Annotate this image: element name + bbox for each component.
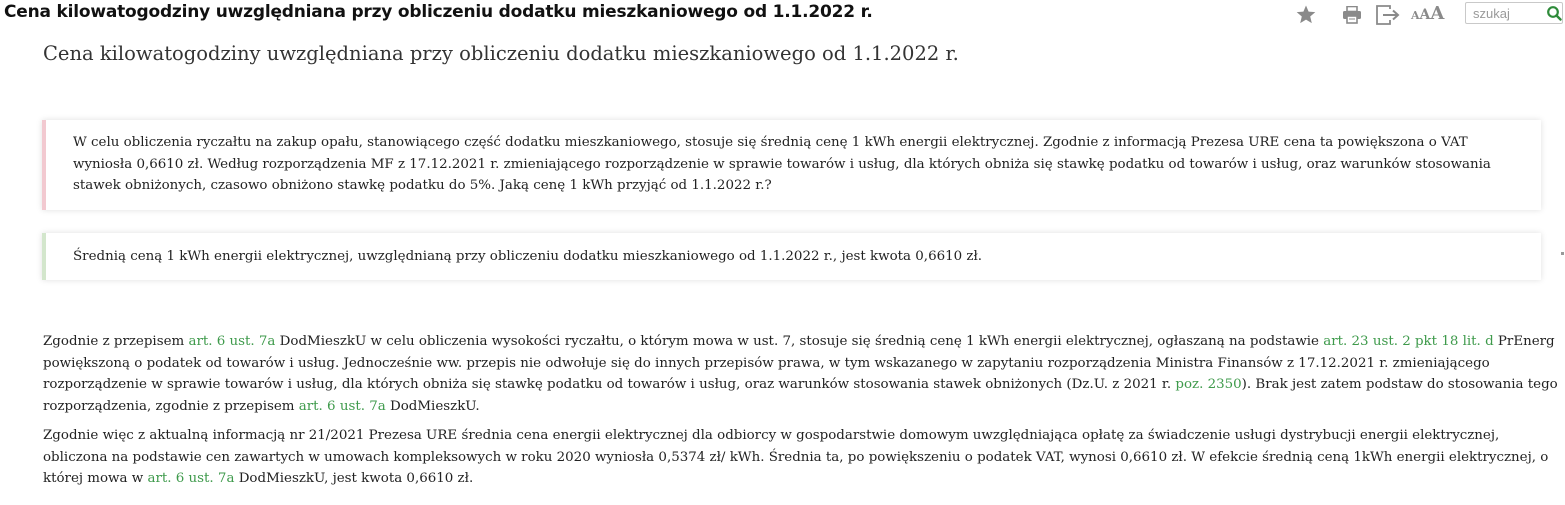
font-size-small-button[interactable]: A: [1411, 9, 1420, 22]
text-run: ). Brak jest zatem podstaw do stosowania tego rozporządzenia, zgodnie z przepisem: [43, 377, 1558, 414]
search-icon[interactable]: [1546, 5, 1562, 21]
scroll-marker: [1561, 252, 1564, 255]
document-title: Cena kilowatogodziny uwzględniana przy obliczeniu dodatku mieszkaniowego od 1.1.2022 r.: [4, 2, 873, 22]
print-icon[interactable]: [1342, 6, 1362, 24]
explanation-paragraph-2: [43, 425, 1558, 490]
text-run: DodMieszkU.: [385, 398, 480, 414]
font-size-medium-button[interactable]: A: [1419, 7, 1431, 23]
legal-link-art-6-ust-7a[interactable]: art. 6 ust. 7a: [147, 471, 235, 486]
legal-link-art-6-ust-7a[interactable]: art. 6 ust. 7a: [298, 398, 386, 414]
search-input[interactable]: [1466, 3, 1544, 23]
search-box: [1465, 2, 1563, 24]
text-run: Zgodnie z przepisem: [43, 334, 189, 349]
font-size-large-button[interactable]: A: [1430, 3, 1445, 24]
text-run: Zgodnie więc z aktualną informacją nr 21/2021 Prezesa URE średnia cena energii elektrycznej dla odbiorcy w gospodarstwie domowym uwzględniająca opłatę za świadczenie usługi dystrybucji energii elektrycznej, obliczona na podstawie cen zawartych w umowach kompleksowych w roku 2020 wyniosła 0,5374 zł/ kWh. Średnia ta, po powiększeniu o podatek VAT, wynosi 0,6610 zł. W efekcie średnią ceną 1kWh energii elektrycznej, o której mowa w: [43, 428, 1549, 486]
legal-link-art-6-ust-7a[interactable]: art. 6 ust. 7a: [188, 334, 276, 349]
text-run: DodMieszkU, jest kwota 0,6610 zł.: [234, 471, 474, 486]
star-icon[interactable]: [1296, 5, 1316, 24]
text-run: PrEnerg powiększoną o podatek od towarów i usług. Jednocześnie ww. przepis nie odwołuje się do innych przepisów prawa, w tym wskazanego w zapytaniu rozporządzenia Ministra Finansów z 17.12.2021 r. zmieniającego rozporządzenie w sprawie towarów i usług, dla których obniża się stawkę podatku od towarów i usług, oraz warunków stosowania stawek obniżonych (Dz.U. z 2021 r.: [43, 334, 1555, 392]
legal-link-poz-2350[interactable]: poz. 2350: [1175, 377, 1242, 392]
explanation-paragraph-1: [43, 331, 1558, 417]
answer-box: [42, 233, 1541, 280]
page-title: Cena kilowatogodziny uwzględniana przy obliczeniu dodatku mieszkaniowego od 1.1.2022 r.: [43, 42, 959, 65]
answer-text: Średnią ceną 1 kWh energii elektrycznej, uwzględnianą przy obliczeniu dodatku mieszkaniowego od 1.1.2022 r., jest kwota 0,6610 zł.: [73, 249, 983, 264]
question-box: [42, 120, 1541, 210]
export-icon[interactable]: [1376, 5, 1402, 25]
text-run: DodMieszkU w celu obliczenia wysokości ryczałtu, o którym mowa w ust. 7, stosuje się średnią cenę 1 kWh energii elektrycznej, ogłaszaną na podstawie: [275, 334, 1324, 349]
font-size-controls: [1411, 3, 1444, 25]
question-text: W celu obliczenia ryczałtu na zakup opału, stanowiącego część dodatku mieszkaniowego, stosuje się średnią cenę 1 kWh energii elektrycznej. Zgodnie z informacją Prezesa URE cena ta powiększona o VAT wyniosła 0,6610 zł. Według rozporządzenia MF z 17.12.2021 r. zmieniającego rozporządzenie w sprawie towarów i usług, dla których obniża się stawkę podatku od towarów i usług, oraz warunków stosowania stawek obniżonych, czasowo obniżono stawkę podatku do 5%. Jaką cenę 1 kWh przyjąć od 1.1.2022 r.?: [73, 135, 1491, 193]
legal-link-art-23-prenerg[interactable]: art. 23 ust. 2 pkt 18 lit. d: [1323, 334, 1494, 349]
top-bar: [0, 0, 1565, 30]
